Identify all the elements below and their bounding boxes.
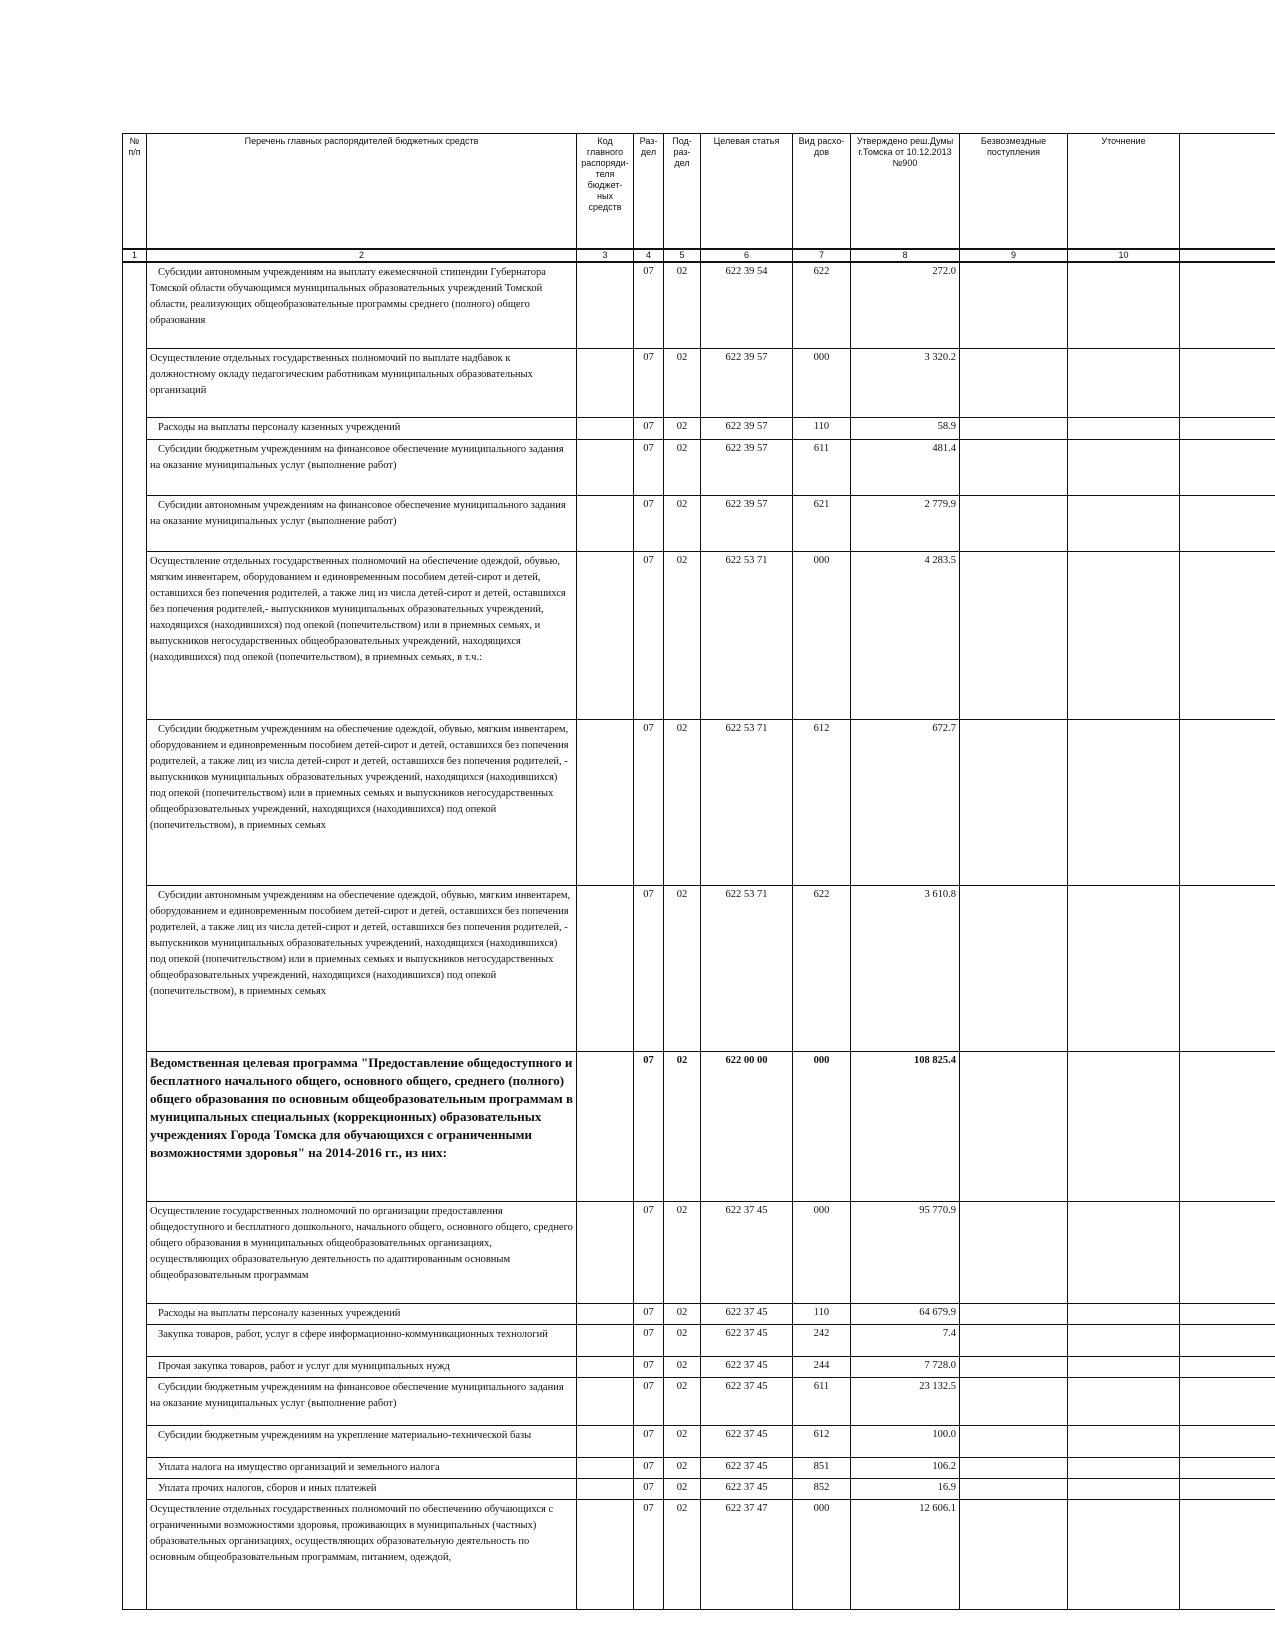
col-header-name: Перечень главных распорядителей бюджетных средств — [147, 134, 577, 250]
subsection-cell: 02 — [664, 1457, 701, 1478]
table-row — [123, 348, 1275, 417]
article-cell: 622 39 57 — [701, 495, 793, 551]
grants-cell — [960, 1425, 1068, 1457]
article-cell: 622 37 45 — [701, 1457, 793, 1478]
approved-amount: 7 728.0 — [851, 1356, 960, 1377]
row-name: Расходы на выплаты персоналу казенных учреждений — [147, 417, 577, 439]
subsection-cell: 02 — [664, 1377, 701, 1425]
grants-cell — [960, 719, 1068, 885]
subsection-cell: 02 — [664, 1478, 701, 1499]
admin-code-cell — [577, 885, 634, 1051]
column-number: 4 — [634, 249, 664, 262]
subsection-cell: 02 — [664, 1201, 701, 1303]
row-name: Уплата прочих налогов, сборов и иных платежей — [147, 1478, 577, 1499]
column-number-row — [123, 249, 1275, 262]
column-number: 7 — [793, 249, 851, 262]
section-cell: 07 — [634, 1303, 664, 1324]
adjustment-cell — [1068, 1425, 1180, 1457]
col-header-target-article: Целевая статья — [701, 134, 793, 250]
adjustment-cell — [1068, 1478, 1180, 1499]
adjustment-cell — [1068, 1377, 1180, 1425]
table-row — [123, 1201, 1275, 1303]
col-header-approved: Утверждено реш.Думы г.Томска от 10.12.2013 №900 — [851, 134, 960, 250]
table-row — [123, 495, 1275, 551]
section-cell: 07 — [634, 1324, 664, 1356]
grants-cell — [960, 1051, 1068, 1201]
subsection-cell: 02 — [664, 1356, 701, 1377]
subsection-cell: 02 — [664, 1499, 701, 1609]
grants-cell — [960, 1457, 1068, 1478]
admin-code-cell — [577, 417, 634, 439]
approved-amount: 100.0 — [851, 1425, 960, 1457]
expense-type-cell: 110 — [793, 417, 851, 439]
section-cell: 07 — [634, 495, 664, 551]
row-name: Субсидии бюджетным учреждениям на обеспечение одеждой, обувью, мягким инвентарем, оборудованием и единовременным пособием детей-сирот и детей, оставшихся без попечения родителей, а также лиц из числа детей-сирот и детей, оставшихся без попечения родителей, - выпускников муниципальных образовательных учреждений, находящихся (находившихся) под опекой (попечительством) или в приемных семьях и выпускников негосударственных общеобразовательных учреждений, находящихся (находившихся) под опекой (попечительством), в приемных семьях — [147, 719, 577, 885]
table-row — [123, 1425, 1275, 1457]
expense-type-cell: 622 — [793, 262, 851, 348]
grants-cell — [960, 262, 1068, 348]
column-number: 6 — [701, 249, 793, 262]
admin-code-cell — [577, 262, 634, 348]
cut-off-cell — [1180, 1499, 1275, 1609]
adjustment-cell — [1068, 1356, 1180, 1377]
row-name: Субсидии автономным учреждениям на финансовое обеспечение муниципального задания на оказание муниципальных услуг (выполнение работ) — [147, 495, 577, 551]
expense-type-cell: 000 — [793, 348, 851, 417]
approved-amount: 3 610.8 — [851, 885, 960, 1051]
approved-amount: 3 320.2 — [851, 348, 960, 417]
table-row — [123, 885, 1275, 1051]
article-cell: 622 53 71 — [701, 885, 793, 1051]
row-name: Закупка товаров, работ, услуг в сфере информационно-коммуникационных технологий — [147, 1324, 577, 1356]
article-cell: 622 53 71 — [701, 719, 793, 885]
adjustment-cell — [1068, 1324, 1180, 1356]
grants-cell — [960, 1377, 1068, 1425]
table-row-program — [123, 1051, 1275, 1201]
expense-type-cell: 110 — [793, 1303, 851, 1324]
article-cell: 622 37 45 — [701, 1324, 793, 1356]
approved-amount: 23 132.5 — [851, 1377, 960, 1425]
article-cell: 622 37 47 — [701, 1499, 793, 1609]
section-cell: 07 — [634, 1499, 664, 1609]
admin-code-cell — [577, 495, 634, 551]
adjustment-cell — [1068, 495, 1180, 551]
approved-amount: 58.9 — [851, 417, 960, 439]
admin-code-cell — [577, 439, 634, 495]
grants-cell — [960, 495, 1068, 551]
approved-amount: 7.4 — [851, 1324, 960, 1356]
row-name: Осуществление государственных полномочий по организации предоставления общедоступного и бесплатного дошкольного, начального общего, основного общего, среднего общего образования в муниципальных общеобразовательных организациях, осуществляющих образовательную деятельность по адаптированным основным общеобразовательным программам — [147, 1201, 577, 1303]
subsection-cell: 02 — [664, 1425, 701, 1457]
col-header-grants: Безвозмездные поступления — [960, 134, 1068, 250]
cut-off-cell — [1180, 719, 1275, 885]
row-name: Прочая закупка товаров, работ и услуг для муниципальных нужд — [147, 1356, 577, 1377]
column-number: 10 — [1068, 249, 1180, 262]
row-name: Осуществление отдельных государственных полномочий по обеспечению обучающихся с ограниченными возможностями здоровья, проживающих в муниципальных (частных) образовательных организациях, осуществляющих образовательную деятельность по основным общеобразовательным программам, питанием, одеждой, — [147, 1499, 577, 1609]
program-title: Ведомственная целевая программа "Предоставление общедоступного и бесплатного начального общего, основного общего, среднего (полного) общего образования по основным общеобразовательным программам в муниципальных специальных (коррекционных) образовательных учреждениях Города Томска для обучающихся с ограниченными возможностями здоровья" на 2014-2016 гг., из них: — [147, 1051, 577, 1201]
row-name: Осуществление отдельных государственных полномочий по выплате надбавок к должностному окладу педагогическим работникам муниципальных образовательных организаций — [147, 348, 577, 417]
section-cell: 07 — [634, 551, 664, 719]
section-cell: 07 — [634, 719, 664, 885]
grants-cell — [960, 1499, 1068, 1609]
adjustment-cell — [1068, 1499, 1180, 1609]
cut-off-cell — [1180, 1201, 1275, 1303]
row-name: Субсидии бюджетным учреждениям на финансовое обеспечение муниципального задания на оказание муниципальных услуг (выполнение работ) — [147, 1377, 577, 1425]
adjustment-cell — [1068, 348, 1180, 417]
col-header-adjustment: Уточнение — [1068, 134, 1180, 250]
section-cell: 07 — [634, 1457, 664, 1478]
expense-type-cell: 622 — [793, 885, 851, 1051]
cut-off-cell — [1180, 885, 1275, 1051]
column-number-cut-off — [1180, 249, 1275, 262]
article-cell: 622 39 57 — [701, 417, 793, 439]
grants-cell — [960, 1478, 1068, 1499]
admin-code-cell — [577, 1457, 634, 1478]
budget-table-sheet — [122, 133, 1275, 1610]
approved-amount: 95 770.9 — [851, 1201, 960, 1303]
subsection-cell: 02 — [664, 417, 701, 439]
col-header-number: № п/п — [123, 134, 147, 250]
admin-code-cell — [577, 348, 634, 417]
section-cell: 07 — [634, 1051, 664, 1201]
column-number: 9 — [960, 249, 1068, 262]
admin-code-cell — [577, 1356, 634, 1377]
admin-code-cell — [577, 719, 634, 885]
row-name: Расходы на выплаты персоналу казенных учреждений — [147, 1303, 577, 1324]
adjustment-cell — [1068, 885, 1180, 1051]
section-cell: 07 — [634, 885, 664, 1051]
article-cell: 622 37 45 — [701, 1201, 793, 1303]
cut-off-cell — [1180, 1303, 1275, 1324]
article-cell: 622 37 45 — [701, 1425, 793, 1457]
column-number: 2 — [147, 249, 577, 262]
row-name: Субсидии автономным учреждениям на выплату ежемесячной стипендии Губернатора Томской области обучающимся муниципальных образовательных учреждений Томской области, реализующих общеобразовательные программы среднего (полного) общего образования — [147, 262, 577, 348]
cut-off-cell — [1180, 348, 1275, 417]
subsection-cell: 02 — [664, 348, 701, 417]
row-name: Субсидии автономным учреждениям на обеспечение одеждой, обувью, мягким инвентарем, оборудованием и единовременным пособием детей-сирот и детей, оставшихся без попечения родителей, а также лиц из числа детей-сирот и детей, оставшихся без попечения родителей, - выпускников муниципальных образовательных учреждений, находящихся (находившихся) под опекой (попечительством) или в приемных семьях и выпускников негосударственных общеобразовательных учреждений, находящихся (находившихся) под опекой (попечительством), в приемных семьях — [147, 885, 577, 1051]
row-name: Субсидии бюджетным учреждениям на финансовое обеспечение муниципального задания на оказание муниципальных услуг (выполнение работ) — [147, 439, 577, 495]
row-name: Субсидии бюджетным учреждениям на укрепление материально-технической базы — [147, 1425, 577, 1457]
subsection-cell: 02 — [664, 719, 701, 885]
table-row — [123, 1499, 1275, 1609]
table-row — [123, 719, 1275, 885]
section-cell: 07 — [634, 1201, 664, 1303]
approved-amount: 672.7 — [851, 719, 960, 885]
grants-cell — [960, 551, 1068, 719]
adjustment-cell — [1068, 1051, 1180, 1201]
table-row — [123, 1457, 1275, 1478]
cut-off-cell — [1180, 495, 1275, 551]
cut-off-cell — [1180, 1425, 1275, 1457]
col-header-subsection: Под-раз-дел — [664, 134, 701, 250]
grants-cell — [960, 1303, 1068, 1324]
expense-type-cell: 000 — [793, 1201, 851, 1303]
approved-amount: 16.9 — [851, 1478, 960, 1499]
article-cell: 622 37 45 — [701, 1478, 793, 1499]
approved-amount: 2 779.9 — [851, 495, 960, 551]
article-cell: 622 37 45 — [701, 1303, 793, 1324]
column-number: 1 — [123, 249, 147, 262]
subsection-cell: 02 — [664, 439, 701, 495]
table-row — [123, 1324, 1275, 1356]
adjustment-cell — [1068, 1201, 1180, 1303]
table-row — [123, 1356, 1275, 1377]
table-row — [123, 1303, 1275, 1324]
adjustment-cell — [1068, 719, 1180, 885]
admin-code-cell — [577, 1478, 634, 1499]
subsection-cell: 02 — [664, 495, 701, 551]
section-cell: 07 — [634, 1425, 664, 1457]
cut-off-cell — [1180, 1478, 1275, 1499]
section-cell: 07 — [634, 1377, 664, 1425]
admin-code-cell — [577, 551, 634, 719]
table-row — [123, 417, 1275, 439]
section-cell: 07 — [634, 262, 664, 348]
article-cell: 622 39 54 — [701, 262, 793, 348]
table-row — [123, 1478, 1275, 1499]
admin-code-cell — [577, 1051, 634, 1201]
cut-off-cell — [1180, 1377, 1275, 1425]
article-cell: 622 00 00 — [701, 1051, 793, 1201]
expense-type-cell: 852 — [793, 1478, 851, 1499]
column-number: 8 — [851, 249, 960, 262]
subsection-cell: 02 — [664, 262, 701, 348]
col-header-cut-off — [1180, 134, 1275, 250]
subsection-cell: 02 — [664, 1051, 701, 1201]
cut-off-cell — [1180, 1051, 1275, 1201]
expense-type-cell: 000 — [793, 551, 851, 719]
grants-cell — [960, 1356, 1068, 1377]
subsection-cell: 02 — [664, 885, 701, 1051]
section-cell: 07 — [634, 1356, 664, 1377]
approved-amount: 64 679.9 — [851, 1303, 960, 1324]
col-header-section: Раз-дел — [634, 134, 664, 250]
cut-off-cell — [1180, 1356, 1275, 1377]
adjustment-cell — [1068, 551, 1180, 719]
table-row — [123, 262, 1275, 348]
expense-type-cell: 242 — [793, 1324, 851, 1356]
expense-type-cell: 612 — [793, 719, 851, 885]
admin-code-cell — [577, 1324, 634, 1356]
cut-off-cell — [1180, 262, 1275, 348]
subsection-cell: 02 — [664, 551, 701, 719]
grants-cell — [960, 439, 1068, 495]
grants-cell — [960, 417, 1068, 439]
section-cell: 07 — [634, 417, 664, 439]
row-name: Осуществление отдельных государственных полномочий на обеспечение одеждой, обувью, мягким инвентарем, оборудованием и единовременным пособием детей-сирот и детей, оставшихся без попечения родителей, а также лиц из числа детей-сирот и детей, оставшихся без попечения родителей,- выпускников муниципальных образовательных учреждений, находящихся (находившихся) под опекой (попечительством) или в приемных семьях, и выпускников негосударственных общеобразовательных учреждений, находящихся (находившихся) под опекой (попечительством), в приемных семьях, в т.ч.: — [147, 551, 577, 719]
table-row — [123, 1377, 1275, 1425]
approved-amount: 272.0 — [851, 262, 960, 348]
section-cell: 07 — [634, 1478, 664, 1499]
article-cell: 622 37 45 — [701, 1377, 793, 1425]
article-cell: 622 37 45 — [701, 1356, 793, 1377]
expense-type-cell: 611 — [793, 1377, 851, 1425]
admin-code-cell — [577, 1425, 634, 1457]
section-cell: 07 — [634, 348, 664, 417]
cut-off-cell — [1180, 417, 1275, 439]
budget-table — [122, 133, 1275, 1610]
grants-cell — [960, 348, 1068, 417]
approved-amount: 108 825.4 — [851, 1051, 960, 1201]
grants-cell — [960, 1324, 1068, 1356]
expense-type-cell: 000 — [793, 1499, 851, 1609]
expense-type-cell: 851 — [793, 1457, 851, 1478]
grants-cell — [960, 1201, 1068, 1303]
article-cell: 622 39 57 — [701, 348, 793, 417]
cut-off-cell — [1180, 1324, 1275, 1356]
expense-type-cell: 621 — [793, 495, 851, 551]
table-row — [123, 551, 1275, 719]
expense-type-cell: 612 — [793, 1425, 851, 1457]
approved-amount: 12 606.1 — [851, 1499, 960, 1609]
adjustment-cell — [1068, 1303, 1180, 1324]
admin-code-cell — [577, 1499, 634, 1609]
cut-off-cell — [1180, 439, 1275, 495]
adjustment-cell — [1068, 417, 1180, 439]
expense-type-cell: 611 — [793, 439, 851, 495]
adjustment-cell — [1068, 1457, 1180, 1478]
approved-amount: 4 283.5 — [851, 551, 960, 719]
cut-off-cell — [1180, 551, 1275, 719]
col-header-admin-code: Код главного распоряди-теля бюджет-ных средств — [577, 134, 634, 250]
section-cell: 07 — [634, 439, 664, 495]
admin-code-cell — [577, 1303, 634, 1324]
cut-off-cell — [1180, 1457, 1275, 1478]
header-row — [123, 134, 1275, 250]
expense-type-cell: 244 — [793, 1356, 851, 1377]
col-header-expense-type: Вид расхо-дов — [793, 134, 851, 250]
subsection-cell: 02 — [664, 1303, 701, 1324]
row-number-cell — [123, 262, 147, 1609]
article-cell: 622 39 57 — [701, 439, 793, 495]
column-number: 3 — [577, 249, 634, 262]
expense-type-cell: 000 — [793, 1051, 851, 1201]
column-number: 5 — [664, 249, 701, 262]
admin-code-cell — [577, 1377, 634, 1425]
approved-amount: 106.2 — [851, 1457, 960, 1478]
approved-amount: 481.4 — [851, 439, 960, 495]
table-row — [123, 439, 1275, 495]
adjustment-cell — [1068, 262, 1180, 348]
admin-code-cell — [577, 1201, 634, 1303]
grants-cell — [960, 885, 1068, 1051]
adjustment-cell — [1068, 439, 1180, 495]
subsection-cell: 02 — [664, 1324, 701, 1356]
row-name: Уплата налога на имущество организаций и земельного налога — [147, 1457, 577, 1478]
article-cell: 622 53 71 — [701, 551, 793, 719]
